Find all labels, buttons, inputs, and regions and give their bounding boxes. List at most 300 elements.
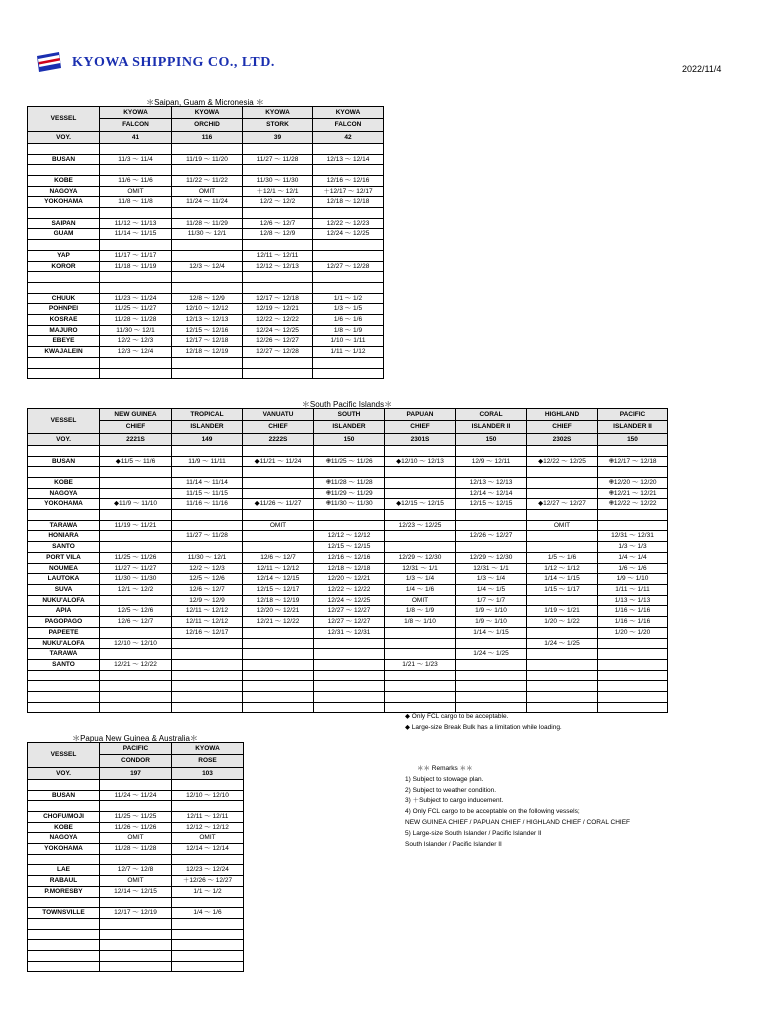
schedule-cell: ＋12/1 ～ 12/1 <box>243 186 313 197</box>
schedule-cell: 1/8 ～ 1/9 <box>385 606 456 617</box>
header-row <box>28 743 244 755</box>
schedule-cell <box>527 670 598 681</box>
schedule-cell: 12/27 ～ 12/27 <box>314 617 385 628</box>
header-row <box>28 107 384 119</box>
port-name: KWAJALEIN <box>28 347 100 358</box>
schedule-row <box>28 143 384 154</box>
schedule-cell: OMIT <box>100 833 172 844</box>
schedule-cell: 12/14 ～ 12/15 <box>243 574 314 585</box>
schedule-cell <box>100 702 172 713</box>
schedule-cell: 12/11 ～ 12/12 <box>172 617 243 628</box>
schedule-row <box>28 961 244 972</box>
schedule-cell: 12/12 ～ 12/12 <box>314 531 385 542</box>
schedule-row <box>28 659 668 670</box>
schedule-cell: 1/20 ～ 1/22 <box>527 617 598 628</box>
vessel-name: ISLANDER <box>172 421 243 433</box>
schedule-cell <box>172 272 243 283</box>
voyage-number: 150 <box>598 433 668 445</box>
png-section-title: ＊Papua New Guinea & Australia＊ <box>72 734 198 743</box>
schedule-row <box>28 833 244 844</box>
schedule-cell <box>100 282 172 293</box>
schedule-cell: OMIT <box>100 186 172 197</box>
schedule-cell <box>456 542 527 553</box>
schedule-cell: 12/17 ～ 12/18 <box>243 293 313 304</box>
schedule-cell <box>456 467 527 478</box>
schedule-row <box>28 240 384 251</box>
remarks-title: ＊＊ Remarks ＊＊ <box>417 765 473 772</box>
schedule-cell <box>314 467 385 478</box>
schedule-cell: 1/12 ～ 1/12 <box>527 563 598 574</box>
schedule-cell <box>172 702 243 713</box>
schedule-cell <box>100 357 172 368</box>
schedule-cell: ◆12/27 ～ 12/27 <box>527 499 598 510</box>
schedule-cell: 1/24 ～ 1/25 <box>456 649 527 660</box>
vessel-name: ISLANDER II <box>598 421 668 433</box>
vessel-name: ROSE <box>172 755 244 767</box>
port-name: KOBE <box>28 175 100 186</box>
schedule-cell <box>243 208 313 219</box>
port-name <box>28 801 100 812</box>
schedule-row <box>28 929 244 940</box>
schedule-cell: 1/19 ～ 1/21 <box>527 606 598 617</box>
schedule-cell: 12/24 ～ 12/25 <box>313 229 384 240</box>
schedule-cell: 12/22 ～ 12/23 <box>313 218 384 229</box>
port-name: APIA <box>28 606 100 617</box>
legend-break-bulk: ◆ Large-size Break Bulk has a limitation while loading. <box>405 723 562 731</box>
schedule-cell: 12/5 ～ 12/6 <box>100 606 172 617</box>
schedule-cell: OMIT <box>172 833 244 844</box>
schedule-cell <box>527 467 598 478</box>
schedule-cell <box>100 854 172 865</box>
header-row <box>28 131 384 143</box>
schedule-cell <box>456 445 527 456</box>
schedule-cell: 12/26 ～ 12/27 <box>456 531 527 542</box>
vessel-name: VANUATU <box>243 409 314 421</box>
schedule-row <box>28 272 384 283</box>
schedule-cell <box>313 282 384 293</box>
schedule-cell: 11/18 ～ 11/19 <box>100 261 172 272</box>
schedule-cell <box>243 659 314 670</box>
schedule-cell: 11/3 ～ 11/4 <box>100 154 172 165</box>
schedule-cell <box>100 488 172 499</box>
port-name: TARAWA <box>28 649 100 660</box>
schedule-cell <box>100 649 172 660</box>
schedule-cell: 1/1 ～ 1/2 <box>172 886 244 897</box>
port-name: HONIARA <box>28 531 100 542</box>
schedule-row <box>28 165 384 176</box>
voy-label: VOY. <box>28 767 100 779</box>
schedule-cell <box>172 940 244 951</box>
schedule-cell <box>172 951 244 962</box>
schedule-cell <box>313 208 384 219</box>
schedule-row <box>28 897 244 908</box>
schedule-row <box>28 801 244 812</box>
schedule-cell: ✙11/29 ～ 11/29 <box>314 488 385 499</box>
voyage-number: 2302S <box>527 433 598 445</box>
schedule-cell <box>172 368 243 379</box>
header-row <box>28 767 244 779</box>
schedule-cell <box>172 282 243 293</box>
vessel-name: NEW GUINEA <box>100 409 172 421</box>
schedule-cell <box>527 659 598 670</box>
schedule-cell: 1/9 ～ 1/10 <box>456 617 527 628</box>
schedule-cell: 12/21 ～ 12/22 <box>243 617 314 628</box>
schedule-row <box>28 261 384 272</box>
schedule-cell: OMIT <box>527 520 598 531</box>
port-name: YOKOHAMA <box>28 844 100 855</box>
schedule-cell: 1/14 ～ 1/15 <box>527 574 598 585</box>
schedule-cell <box>172 929 244 940</box>
south-pacific-schedule-table <box>27 408 668 713</box>
port-name: KOSRAE <box>28 315 100 326</box>
schedule-cell: 1/21 ～ 1/23 <box>385 659 456 670</box>
schedule-cell <box>243 691 314 702</box>
port-name <box>28 702 100 713</box>
schedule-cell <box>172 165 243 176</box>
schedule-cell: 12/31 ～ 1/1 <box>456 563 527 574</box>
schedule-row <box>28 229 384 240</box>
schedule-cell <box>598 702 668 713</box>
saipan-section-title: ＊Saipan, Guam & Micronesia ＊ <box>146 98 264 107</box>
schedule-cell: 11/22 ～ 11/22 <box>172 175 243 186</box>
schedule-cell <box>527 627 598 638</box>
schedule-row <box>28 510 668 521</box>
schedule-cell <box>172 542 243 553</box>
port-name: LAE <box>28 865 100 876</box>
port-name: SUVA <box>28 584 100 595</box>
company-name: KYOWA SHIPPING CO., LTD. <box>72 55 275 70</box>
schedule-cell: 1/5 ～ 1/6 <box>527 552 598 563</box>
schedule-cell: 1/4 ～ 1/6 <box>172 908 244 919</box>
schedule-cell: ◆11/21 ～ 11/24 <box>243 456 314 467</box>
schedule-row <box>28 638 668 649</box>
schedule-cell <box>456 681 527 692</box>
schedule-cell <box>243 681 314 692</box>
port-name: SAIPAN <box>28 218 100 229</box>
port-name: TOWNSVILLE <box>28 908 100 919</box>
schedule-cell: 12/20 ～ 12/21 <box>314 574 385 585</box>
schedule-cell <box>172 357 243 368</box>
schedule-cell: 12/5 ～ 12/6 <box>172 574 243 585</box>
port-name <box>28 961 100 972</box>
schedule-cell: 11/23 ～ 11/24 <box>100 293 172 304</box>
remark-item: 2) Subject to weather condition. <box>405 786 497 794</box>
port-name: NAGOYA <box>28 186 100 197</box>
schedule-cell: 12/15 ～ 12/16 <box>172 325 243 336</box>
schedule-cell: 12/31 ～ 12/31 <box>314 627 385 638</box>
schedule-cell <box>172 250 243 261</box>
schedule-row <box>28 250 384 261</box>
schedule-cell: 12/15 ～ 12/17 <box>243 584 314 595</box>
schedule-row <box>28 702 668 713</box>
port-name <box>28 368 100 379</box>
vessel-name: CHIEF <box>243 421 314 433</box>
schedule-cell: 12/18 ～ 12/19 <box>243 595 314 606</box>
schedule-cell <box>456 638 527 649</box>
schedule-cell <box>172 961 244 972</box>
schedule-cell <box>100 918 172 929</box>
vessel-name: KYOWA <box>243 107 313 119</box>
schedule-cell: 12/13 ～ 12/14 <box>313 154 384 165</box>
south-pacific-section-title: ＊South Pacific Islands＊ <box>301 400 393 409</box>
schedule-cell: ＋12/17 ～ 12/17 <box>313 186 384 197</box>
schedule-cell <box>100 779 172 790</box>
remarks-block <box>405 764 630 850</box>
port-name: NAGOYA <box>28 488 100 499</box>
schedule-row <box>28 649 668 660</box>
schedule-cell <box>243 488 314 499</box>
voyage-number: 197 <box>100 767 172 779</box>
port-name: GUAM <box>28 229 100 240</box>
port-name <box>28 357 100 368</box>
schedule-row <box>28 854 244 865</box>
port-name <box>28 940 100 951</box>
port-name: PAPEETE <box>28 627 100 638</box>
schedule-cell: 12/10 ～ 12/10 <box>100 638 172 649</box>
schedule-cell: 12/24 ～ 12/25 <box>243 325 313 336</box>
schedule-cell: 12/31 ～ 1/1 <box>385 563 456 574</box>
schedule-cell: ◆11/26 ～ 11/27 <box>243 499 314 510</box>
schedule-cell <box>385 627 456 638</box>
issue-date: 2022/11/4 <box>682 64 722 74</box>
port-name <box>28 691 100 702</box>
schedule-cell <box>314 670 385 681</box>
schedule-cell: 12/19 ～ 12/21 <box>243 304 313 315</box>
schedule-cell <box>313 143 384 154</box>
schedule-cell: 1/8 ～ 1/10 <box>385 617 456 628</box>
vessel-name: CONDOR <box>100 755 172 767</box>
schedule-cell: ◆11/5 ～ 11/6 <box>100 456 172 467</box>
schedule-cell <box>243 282 313 293</box>
schedule-cell <box>100 940 172 951</box>
schedule-cell: 1/11 ～ 1/12 <box>313 347 384 358</box>
schedule-row <box>28 488 668 499</box>
voyage-number: 149 <box>172 433 243 445</box>
port-name: SANTO <box>28 659 100 670</box>
schedule-cell: 12/2 ～ 12/2 <box>243 197 313 208</box>
schedule-cell <box>314 659 385 670</box>
schedule-cell: 12/7 ～ 12/8 <box>100 865 172 876</box>
schedule-cell: 12/10 ～ 12/10 <box>172 790 244 801</box>
schedule-cell: 12/16 ～ 12/17 <box>172 627 243 638</box>
schedule-cell: 12/24 ～ 12/25 <box>314 595 385 606</box>
schedule-row <box>28 304 384 315</box>
header-row <box>28 421 668 433</box>
schedule-row <box>28 844 244 855</box>
schedule-cell <box>456 520 527 531</box>
schedule-cell <box>527 477 598 488</box>
schedule-row <box>28 282 384 293</box>
schedule-cell: ✙12/22 ～ 12/22 <box>598 499 668 510</box>
schedule-cell: 12/11 ～ 12/12 <box>172 606 243 617</box>
schedule-cell <box>243 702 314 713</box>
port-name: PAGOPAGO <box>28 617 100 628</box>
schedule-cell <box>527 531 598 542</box>
schedule-cell <box>100 531 172 542</box>
schedule-row <box>28 563 668 574</box>
schedule-cell: 1/3 ～ 1/5 <box>313 304 384 315</box>
schedule-cell <box>314 681 385 692</box>
schedule-cell: 12/23 ～ 12/24 <box>172 865 244 876</box>
vessel-name: ORCHID <box>172 119 243 131</box>
schedule-row <box>28 186 384 197</box>
schedule-cell <box>243 531 314 542</box>
schedule-cell: ✙12/20 ～ 12/20 <box>598 477 668 488</box>
schedule-cell <box>100 445 172 456</box>
schedule-row <box>28 552 668 563</box>
schedule-cell <box>598 691 668 702</box>
schedule-cell: 11/16 ～ 11/16 <box>172 499 243 510</box>
schedule-row <box>28 574 668 585</box>
schedule-cell: 11/27 ～ 11/28 <box>172 531 243 542</box>
schedule-cell: 1/20 ～ 1/20 <box>598 627 668 638</box>
schedule-cell <box>527 649 598 660</box>
schedule-cell: 12/18 ～ 12/18 <box>314 563 385 574</box>
port-name: KOBE <box>28 477 100 488</box>
schedule-cell: 1/8 ～ 1/9 <box>313 325 384 336</box>
schedule-cell <box>598 681 668 692</box>
schedule-row <box>28 154 384 165</box>
schedule-row <box>28 617 668 628</box>
schedule-cell <box>243 240 313 251</box>
vessel-name: PACIFIC <box>598 409 668 421</box>
schedule-cell <box>243 670 314 681</box>
port-name: KOBE <box>28 822 100 833</box>
schedule-row <box>28 499 668 510</box>
schedule-cell: 12/27 ～ 12/28 <box>313 261 384 272</box>
vessel-name: KYOWA <box>172 107 243 119</box>
schedule-cell <box>243 467 314 478</box>
schedule-cell <box>385 477 456 488</box>
schedule-cell <box>100 670 172 681</box>
schedule-cell: 1/1 ～ 1/2 <box>313 293 384 304</box>
schedule-cell: 12/2 ～ 12/3 <box>172 563 243 574</box>
schedule-cell: 12/9 ～ 12/9 <box>172 595 243 606</box>
schedule-cell: 11/28 ～ 11/29 <box>172 218 243 229</box>
schedule-cell: ◆12/10 ～ 12/13 <box>385 456 456 467</box>
schedule-cell: 12/14 ～ 12/15 <box>100 886 172 897</box>
schedule-row <box>28 520 668 531</box>
schedule-cell: 1/9 ～ 1/10 <box>598 574 668 585</box>
schedule-cell: 11/17 ～ 11/17 <box>100 250 172 261</box>
schedule-cell <box>385 670 456 681</box>
schedule-cell <box>313 250 384 261</box>
schedule-cell: OMIT <box>172 186 243 197</box>
schedule-cell: 11/25 ～ 11/27 <box>100 304 172 315</box>
voyage-number: 39 <box>243 131 313 143</box>
schedule-cell <box>598 520 668 531</box>
schedule-cell <box>243 165 313 176</box>
schedule-cell <box>598 638 668 649</box>
schedule-cell <box>527 445 598 456</box>
schedule-cell <box>385 638 456 649</box>
schedule-cell: 11/30 ～ 11/30 <box>243 175 313 186</box>
schedule-cell <box>243 445 314 456</box>
schedule-cell <box>456 691 527 702</box>
schedule-cell <box>527 691 598 702</box>
schedule-cell <box>100 208 172 219</box>
vessel-name: KYOWA <box>172 743 244 755</box>
schedule-cell: 11/12 ～ 11/13 <box>100 218 172 229</box>
schedule-row <box>28 467 668 478</box>
schedule-cell <box>172 691 243 702</box>
schedule-cell: 12/9 ～ 12/11 <box>456 456 527 467</box>
voyage-number: 116 <box>172 131 243 143</box>
schedule-cell <box>100 627 172 638</box>
schedule-cell <box>100 467 172 478</box>
schedule-cell <box>100 477 172 488</box>
port-name: NUKU'ALOFA <box>28 638 100 649</box>
schedule-cell <box>243 627 314 638</box>
schedule-cell <box>243 477 314 488</box>
saipan-schedule-table <box>27 106 384 379</box>
voyage-number: 41 <box>100 131 172 143</box>
port-name <box>28 951 100 962</box>
schedule-cell <box>243 649 314 660</box>
voy-label: VOY. <box>28 433 100 445</box>
schedule-cell <box>100 368 172 379</box>
schedule-cell <box>100 595 172 606</box>
png-australia-schedule-table <box>27 742 244 972</box>
port-name: TARAWA <box>28 520 100 531</box>
schedule-row <box>28 606 668 617</box>
schedule-cell: 11/14 ～ 11/14 <box>172 477 243 488</box>
schedule-cell <box>172 467 243 478</box>
schedule-cell <box>313 165 384 176</box>
schedule-cell <box>172 854 244 865</box>
vessel-label: VESSEL <box>28 409 100 434</box>
vessel-label: VESSEL <box>28 107 100 132</box>
schedule-row <box>28 670 668 681</box>
schedule-cell <box>598 649 668 660</box>
schedule-cell <box>456 510 527 521</box>
schedule-cell: 1/11 ～ 1/11 <box>598 584 668 595</box>
schedule-cell: 12/6 ～ 12/7 <box>172 584 243 595</box>
vessel-name: KYOWA <box>100 107 172 119</box>
schedule-cell: 11/30 ～ 12/1 <box>172 229 243 240</box>
schedule-cell <box>598 467 668 478</box>
port-name <box>28 143 100 154</box>
schedule-cell <box>313 240 384 251</box>
schedule-cell <box>527 595 598 606</box>
schedule-cell <box>313 357 384 368</box>
schedule-cell <box>314 510 385 521</box>
port-name: YAP <box>28 250 100 261</box>
schedule-row <box>28 445 668 456</box>
port-name <box>28 165 100 176</box>
schedule-cell: ✙11/28 ～ 11/28 <box>314 477 385 488</box>
schedule-row <box>28 584 668 595</box>
schedule-cell <box>314 649 385 660</box>
port-name <box>28 854 100 865</box>
schedule-row <box>28 208 384 219</box>
schedule-cell: 12/12 ～ 12/13 <box>243 261 313 272</box>
schedule-cell: 12/20 ～ 12/21 <box>243 606 314 617</box>
schedule-cell <box>100 691 172 702</box>
schedule-cell: 12/14 ～ 12/14 <box>456 488 527 499</box>
port-name: NAGOYA <box>28 833 100 844</box>
schedule-cell <box>314 691 385 702</box>
remark-item: 5) Large-size South Islander / Pacific Islander II <box>405 829 542 837</box>
schedule-cell: 12/15 ～ 12/15 <box>456 499 527 510</box>
port-name: SANTO <box>28 542 100 553</box>
schedule-cell <box>314 702 385 713</box>
schedule-cell <box>385 681 456 692</box>
schedule-row <box>28 951 244 962</box>
schedule-cell: 1/3 ～ 1/4 <box>385 574 456 585</box>
schedule-cell <box>598 445 668 456</box>
remark-item: 1) Subject to stowage plan. <box>405 775 484 783</box>
